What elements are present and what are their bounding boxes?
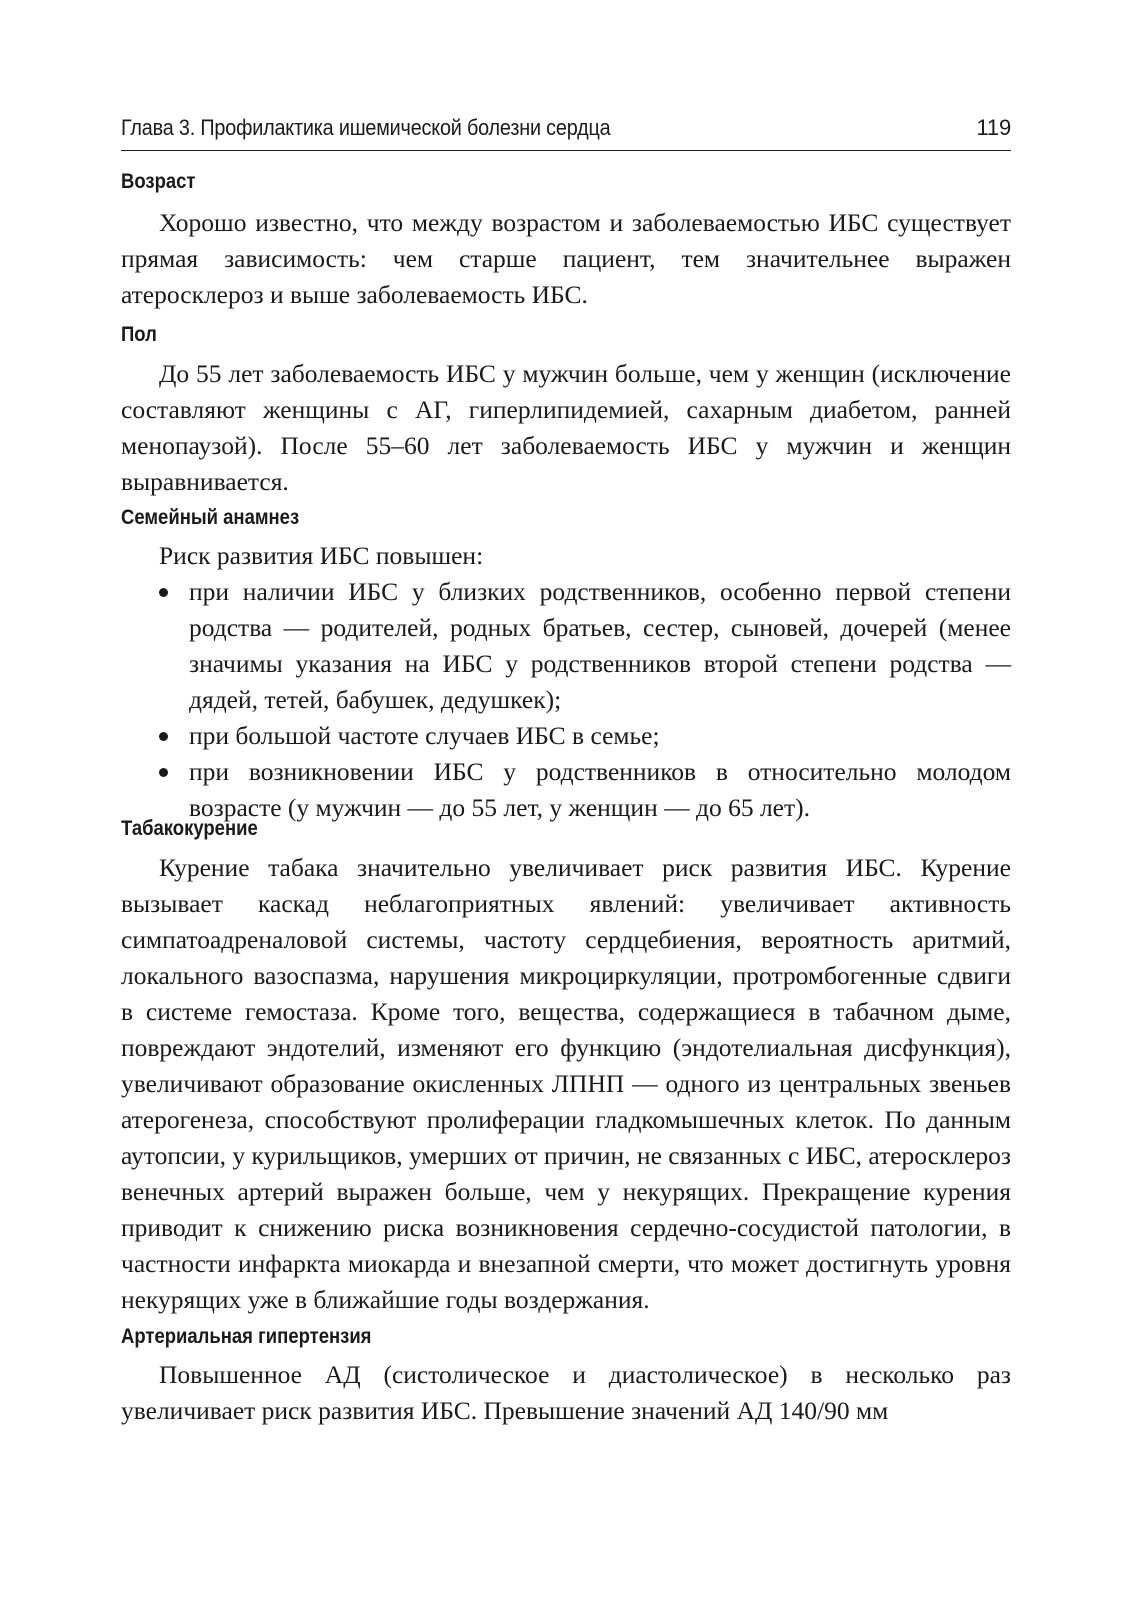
family-risk-list [121, 574, 1011, 826]
page-number: 119 [976, 115, 1011, 140]
bullet-icon [159, 768, 168, 777]
chapter-title: Глава 3. Профилактика ишемической болезни сердца [121, 115, 611, 140]
list-item [121, 718, 1011, 754]
paragraph-hypertension: Повышенное АД (систолическое и диастолическое) в несколько раз увеличивает риск развития ИБС. Превышение значений АД 140/90 мм [121, 1360, 1011, 1425]
heading-smoking: Табакокурение [121, 817, 258, 840]
paragraph-family-intro: Риск развития ИБС повышен: [159, 541, 484, 570]
heading-hypertension: Артериальная гипертензия [121, 1325, 372, 1348]
paragraph-age: Хорошо известно, что между возрастом и заболеваемостью ИБС существует прямая зависимость: чем старше пациент, тем значительнее выражен атеросклероз и выше заболеваемость ИБС. [121, 208, 1011, 309]
paragraph-sex: До 55 лет заболеваемость ИБС у мужчин больше, чем у женщин (исключение составляют женщины с АГ, гиперлипидемией, сахарным диабетом, ранней менопаузой). После 55–60 лет заболеваемость ИБС у мужчин и женщин выравнивается. [121, 359, 1011, 496]
bullet-icon [159, 588, 168, 597]
heading-sex: Пол [121, 323, 157, 346]
list-item [121, 754, 1011, 826]
paragraph-smoking: Курение табака значительно увеличивает риск развития ИБС. Курение вызывает каскад неблагоприятных явлений: увеличивает активность симпатоадреналовой системы, частоту сердцебиения, вероятность аритмий, локального вазоспазма, нарушения микроциркуляции, протромбогенные сдвиги в системе гемостаза. Кроме того, вещества, содержащиеся в табачном дыме, повреждают эндотелий, изменяют его функцию (эндотелиальная дисфункция), увеличивают образование окисленных ЛПНП — одного из центральных звеньев атерогенеза, способствуют пролиферации гладкомышечных клеток. По данным аутопсии, у курильщиков, умерших от причин, не связанных с ИБС, атеросклероз венечных артерий выражен больше, чем у некурящих. Прекращение курения приводит к снижению риска возникновения сердечно-сосудистой патологии, в частности инфаркта миокарда и внезапной смерти, что может достигнуть уровня некурящих уже в ближайшие годы воздержания. [121, 853, 1011, 1314]
heading-family: Семейный анамнез [121, 506, 300, 529]
list-item-text: при наличии ИБС у близких родственников, особенно первой степени родства — родителей, родных братьев, сестер, сыновей, дочерей (менее значимы указания на ИБС у родственников второй степени родства — дядей, тетей, бабушек, дедушкек); [189, 577, 1011, 714]
list-item [121, 574, 1011, 718]
list-item-text: при большой частоте случаев ИБС в семье; [189, 721, 660, 750]
heading-age: Возраст [121, 170, 196, 193]
list-item-text: при возникновении ИБС у родственников в относительно молодом возрасте (у мужчин — до 55 лет, у женщин — до 65 лет). [189, 757, 1011, 822]
bullet-icon [159, 732, 168, 741]
running-head [121, 112, 1011, 151]
